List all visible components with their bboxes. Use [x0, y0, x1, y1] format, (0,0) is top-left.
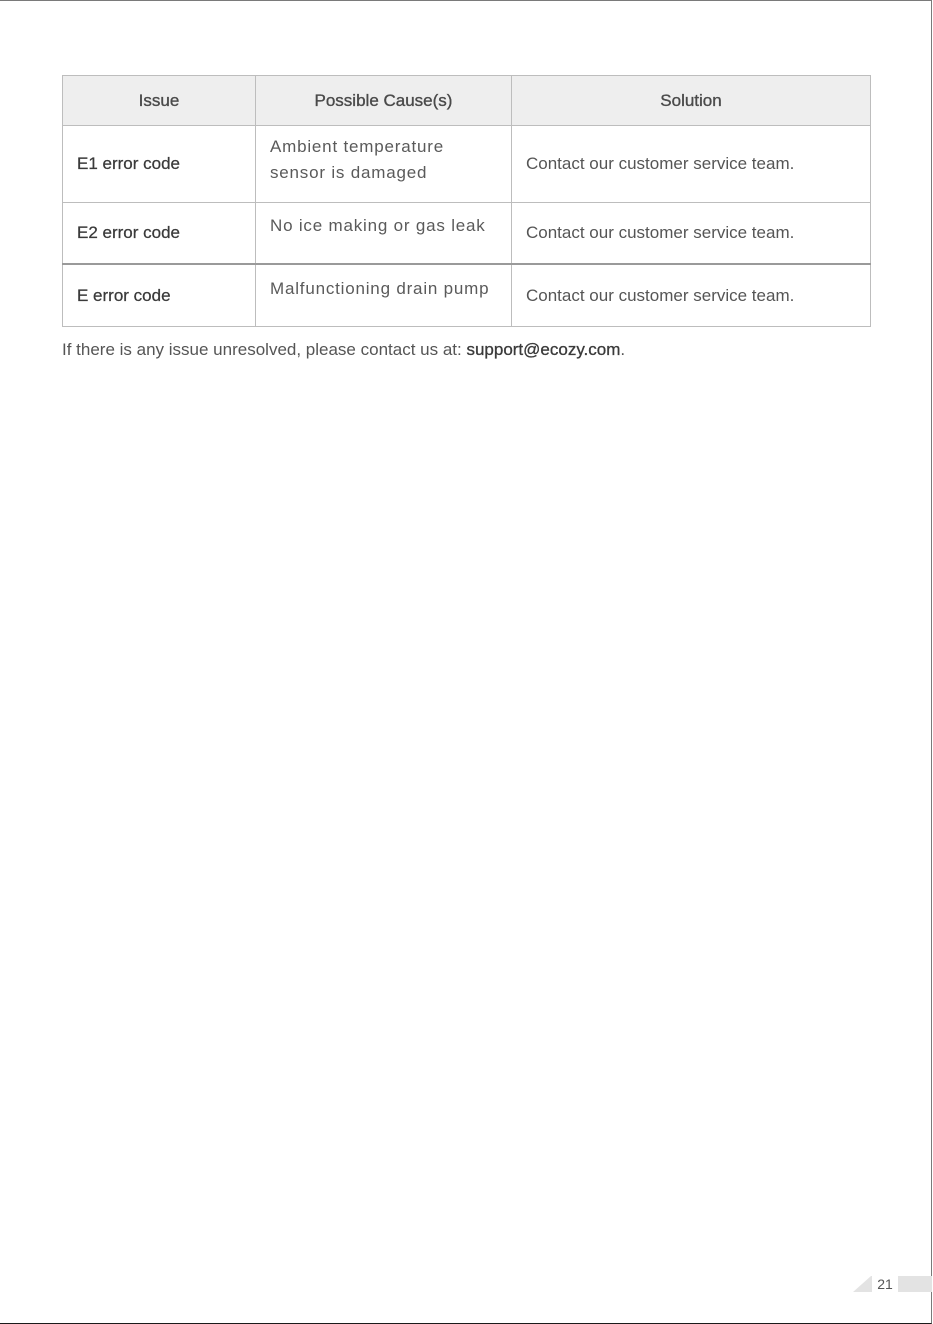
solution-cell: Contact our customer service team. [512, 126, 871, 203]
table-row [63, 126, 871, 203]
issue-cell: E error code [63, 264, 256, 327]
header-issue: Issue [63, 76, 256, 126]
header-solution: Solution [512, 76, 871, 126]
solution-cell: Contact our customer service team. [512, 203, 871, 265]
table-row [63, 264, 871, 327]
solution-cell: Contact our customer service team. [512, 264, 871, 327]
table-row [63, 203, 871, 265]
troubleshooting-table [62, 75, 871, 327]
page-number: 21 [872, 1275, 898, 1293]
cause-cell: Ambient temperature sensor is damaged [256, 126, 512, 203]
contact-note [62, 337, 625, 363]
issue-cell: E1 error code [63, 126, 256, 203]
cause-cell: No ice making or gas leak [256, 203, 512, 265]
cause-cell: Malfunctioning drain pump [256, 264, 512, 327]
contact-note-period: . [620, 340, 626, 359]
contact-note-text: If there is any issue unresolved, please contact us at: [62, 340, 467, 359]
support-email-link[interactable]: support@ecozy.com [466, 340, 621, 359]
issue-cell: E2 error code [63, 203, 256, 265]
table-header-row [63, 76, 871, 126]
header-possible-causes: Possible Cause(s) [256, 76, 512, 126]
